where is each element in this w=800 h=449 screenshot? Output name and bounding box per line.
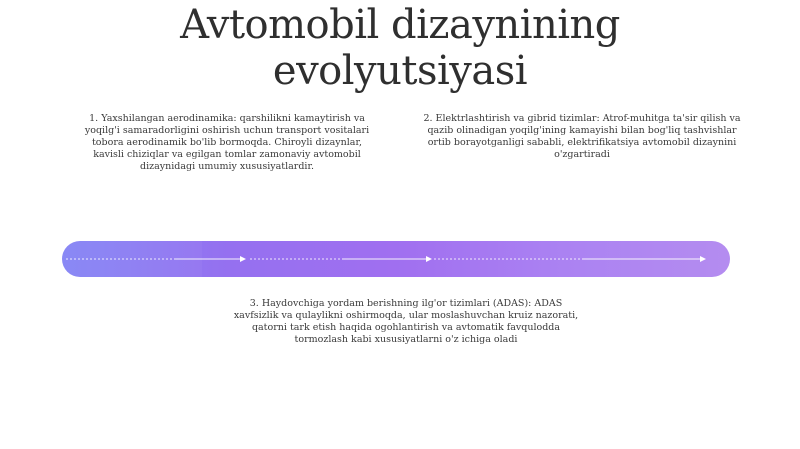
timeline-item-1-text: 1. Yaxshilangan aerodinamika: qarshilikni kamaytirish va yoqilg'i samaradorligini oshirish uchun transport vositalari tobora aerodinamik bo'lib bormoqda. Chiroyli dizaynlar, kavisli chiziqlar va egilgan tomlar zamonaviy avtomobil dizaynidagi umumiy xususiyatlardir. [84,113,370,172]
page-title [0,2,800,94]
arrow-head-2-icon [426,256,432,262]
title-line-1: Avtomobil dizaynining [180,2,620,48]
timeline-item-2-text: 2. Elektrlashtirish va gibrid tizimlar: Atrof-muhitga ta'sir qilish va qazib olinadigan yoqilg'ining kamayishi bilan bog'liq tashvishlar ortib borayotganligi sababli, elektrifikatsiya avtomobil dizaynini o'zgartiradi [423,113,741,160]
timeline-arrows [62,241,730,277]
title-line-2: evolyutsiyasi [272,48,528,94]
arrow-head-1-icon [240,256,246,262]
arrow-head-3-icon [700,256,706,262]
timeline-item-3-text: 3. Haydovchiga yordam berishning ilg'or tizimlari (ADAS): ADAS xavfsizlik va qulaylikni oshirmoqda, ular moslashuvchan kruiz nazorati, qatorni tark etish haqida ogohlantirish va avtomatik favqulodda tormozlash kabi xususiyatlarni o'z ichiga oladi [233,298,579,345]
timeline-bar [62,241,730,277]
